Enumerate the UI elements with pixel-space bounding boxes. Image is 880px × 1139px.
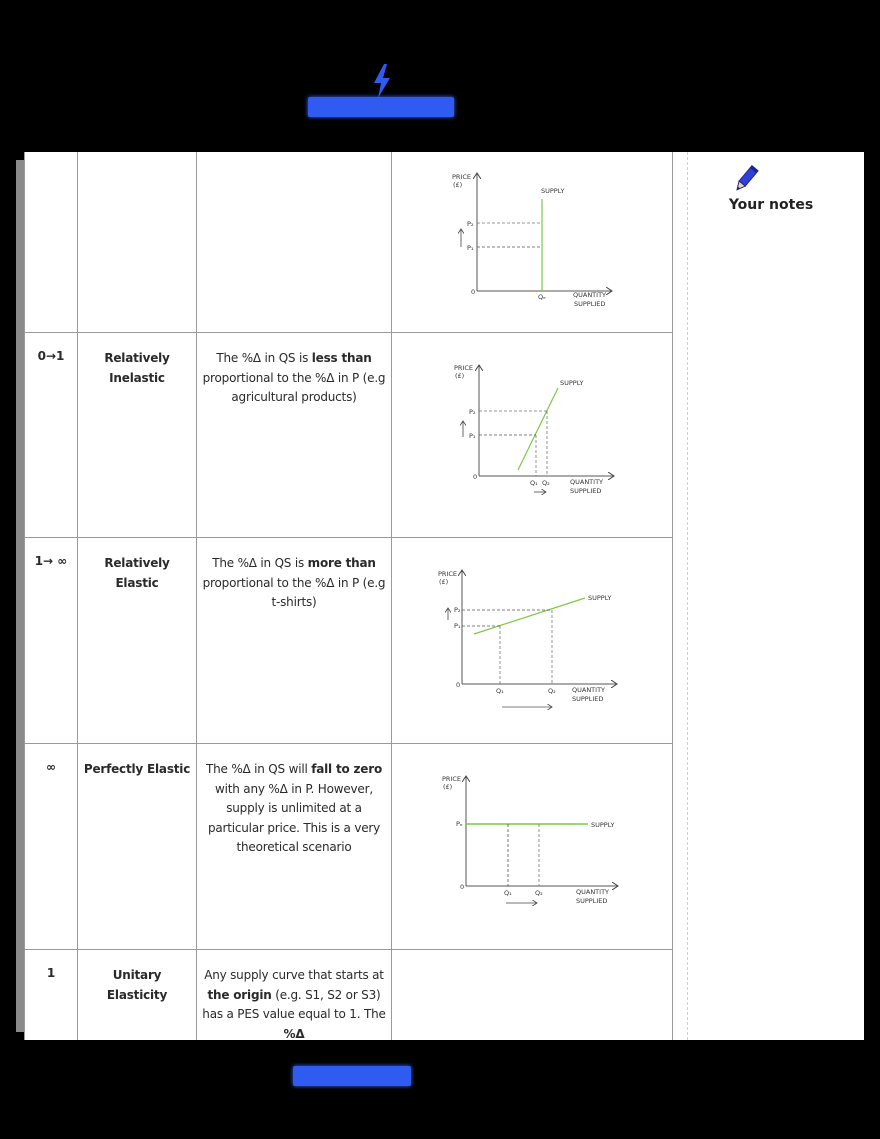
svg-text:PRICE: PRICE — [452, 173, 471, 181]
svg-text:P₁: P₁ — [467, 244, 474, 252]
svg-text:(£): (£) — [455, 372, 465, 380]
table-row — [25, 333, 673, 538]
svg-text:P₂: P₂ — [454, 606, 461, 614]
svg-text:PRICE: PRICE — [438, 570, 457, 578]
graph-cell — [392, 538, 673, 744]
document-page — [24, 152, 864, 1040]
svg-text:SUPPLIED: SUPPLIED — [576, 897, 608, 905]
pencil-icon[interactable] — [732, 164, 760, 194]
pes-table — [24, 152, 673, 1040]
table-row — [25, 538, 673, 744]
description-cell: The %Δ in QS is less than proportional to the %Δ in P (e.g agricultural products) — [197, 333, 392, 538]
svg-text:P₂: P₂ — [467, 220, 474, 228]
svg-text:(£): (£) — [439, 578, 449, 586]
svg-text:Q₂: Q₂ — [542, 479, 550, 487]
description-cell — [197, 152, 392, 333]
graph-cell — [392, 152, 673, 333]
description-cell: The %Δ in QS will fall to zero with any %Δ in P. However, supply is unlimited at a particular price. This is a very theoretical scenario — [197, 744, 392, 950]
svg-text:0: 0 — [473, 473, 478, 481]
svg-text:SUPPLY: SUPPLY — [588, 594, 612, 602]
svg-text:(£): (£) — [443, 783, 453, 791]
pes-value-cell: 1→ ∞ — [25, 538, 78, 744]
svg-text:SUPPLY: SUPPLY — [591, 821, 615, 829]
relatively-elastic-supply-graph — [392, 538, 672, 738]
brand-bolt-icon — [370, 64, 394, 98]
elasticity-type-cell: Perfectly Elastic — [78, 744, 197, 950]
table-row — [25, 152, 673, 333]
svg-text:P₂: P₂ — [469, 408, 476, 416]
svg-text:Q₁: Q₁ — [496, 687, 504, 695]
notes-divider — [687, 152, 688, 1040]
svg-text:0: 0 — [460, 883, 465, 891]
svg-text:P₁: P₁ — [469, 432, 476, 440]
description-cell: The %Δ in QS is more than proportional to the %Δ in P (e.g t-shirts) — [197, 538, 392, 744]
svg-text:0: 0 — [471, 288, 476, 296]
footer-link-redacted[interactable] — [293, 1066, 411, 1086]
svg-text:SUPPLY: SUPPLY — [560, 379, 584, 387]
svg-text:P₁: P₁ — [454, 622, 461, 630]
header-title-redacted[interactable] — [308, 97, 454, 117]
description-cell: Any supply curve that starts at the origin (e.g. S1, S2 or S3) has a PES value equal to 1. The %Δ — [197, 950, 392, 1041]
graph-cell — [392, 744, 673, 950]
table-row — [25, 744, 673, 950]
graph-cell — [392, 950, 673, 1041]
svg-text:QUANTITY: QUANTITY — [572, 686, 606, 694]
notes-panel[interactable] — [687, 152, 864, 1040]
svg-text:SUPPLY: SUPPLY — [541, 187, 565, 195]
graph-cell — [392, 333, 673, 538]
table-row — [25, 950, 673, 1041]
pes-value-cell — [25, 152, 78, 333]
elasticity-type-cell: Relatively Elastic — [78, 538, 197, 744]
svg-text:Pₑ: Pₑ — [456, 820, 463, 828]
svg-text:QUANTITY: QUANTITY — [573, 291, 607, 299]
svg-text:PRICE: PRICE — [442, 775, 461, 783]
svg-text:Q₂: Q₂ — [548, 687, 556, 695]
svg-text:PRICE: PRICE — [454, 364, 473, 372]
pes-value-cell: ∞ — [25, 744, 78, 950]
elasticity-type-cell: Relatively Inelastic — [78, 333, 197, 538]
elasticity-type-cell: Unitary Elasticity — [78, 950, 197, 1041]
svg-text:Q₁: Q₁ — [530, 479, 538, 487]
svg-text:0: 0 — [456, 681, 461, 689]
your-notes-label[interactable]: Your notes — [728, 197, 814, 213]
svg-text:QUANTITY: QUANTITY — [576, 888, 610, 896]
svg-text:Qₑ: Qₑ — [538, 293, 546, 301]
svg-text:Q₂: Q₂ — [535, 889, 543, 897]
perfectly-inelastic-supply-graph — [392, 152, 672, 329]
pes-value-cell: 0→1 — [25, 333, 78, 538]
svg-text:SUPPLIED: SUPPLIED — [570, 487, 602, 495]
svg-text:SUPPLIED: SUPPLIED — [574, 300, 606, 308]
pes-value-cell: 1 — [25, 950, 78, 1041]
svg-text:SUPPLIED: SUPPLIED — [572, 695, 604, 703]
page-edge-shadow — [16, 160, 24, 1032]
perfectly-elastic-supply-graph — [392, 744, 672, 944]
relatively-inelastic-supply-graph — [392, 333, 672, 533]
svg-text:QUANTITY: QUANTITY — [570, 478, 604, 486]
svg-text:Q₁: Q₁ — [504, 889, 512, 897]
svg-text:(£): (£) — [453, 181, 463, 189]
elasticity-type-cell — [78, 152, 197, 333]
